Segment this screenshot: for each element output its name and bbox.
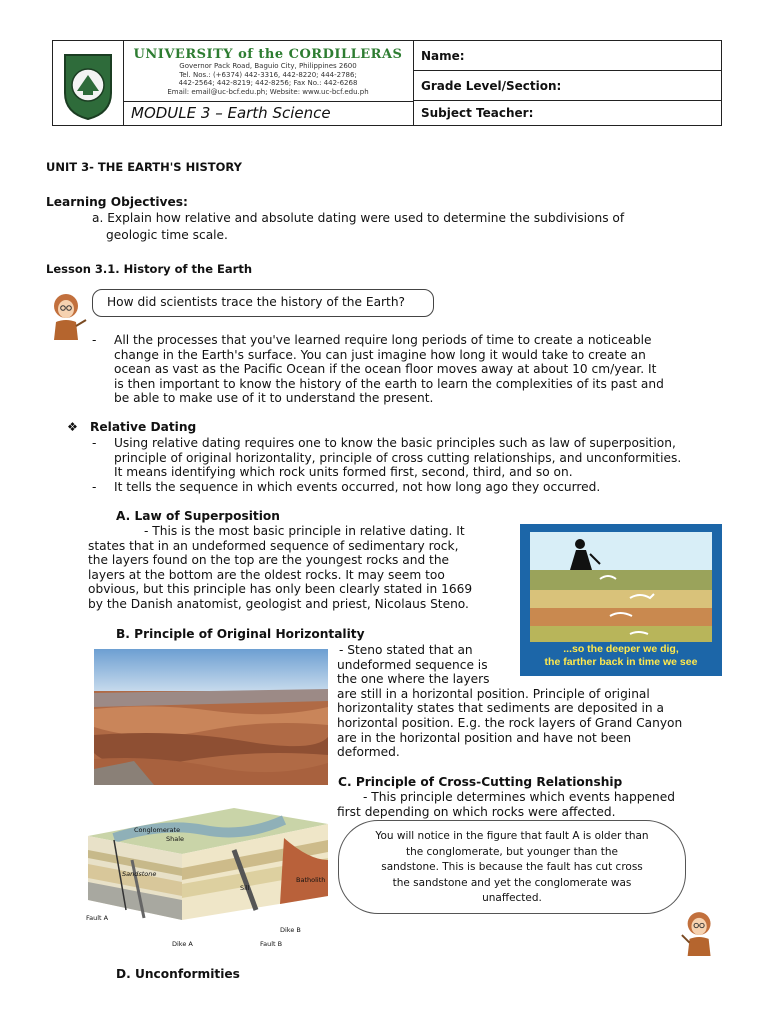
unconformities-heading: D. Unconformities: [116, 967, 240, 981]
intro-paragraph: [114, 333, 664, 406]
bullet-line: Using relative dating requires one to know the basic principles such as law of superposition,: [114, 436, 676, 450]
label-conglomerate: Conglomerate: [134, 826, 181, 834]
relative-dating-bullet2: It tells the sequence in which events occurred, not how long ago they occurred.: [114, 480, 601, 494]
student-info: [413, 41, 721, 125]
question-bubble: [92, 289, 434, 317]
question-text: How did scientists trace the history of the Earth?: [107, 295, 406, 309]
horizontality-line: horizontality states that sediments are deposited in a: [337, 701, 664, 716]
label-fault-a: Fault A: [86, 914, 109, 922]
diamond-bullet-icon: ❖: [67, 420, 78, 434]
bullet-dash: -: [92, 333, 97, 347]
module-title-cell: [123, 101, 414, 125]
objective-a: a. Explain how relative and absolute dating were used to determine the subdivisions of: [92, 211, 625, 225]
superposition-line: layers at the bottom are the oldest rocks. It may seem too: [88, 567, 445, 582]
teacher-avatar-icon: [680, 908, 722, 964]
crosscutting-heading: C. Principle of Cross-Cutting Relationship: [338, 775, 623, 789]
university-info: [123, 41, 414, 102]
address-line: Governor Pack Road, Baguio City, Philippines 2600: [179, 62, 357, 70]
module-title: MODULE 3 – Earth Science: [131, 104, 331, 122]
label-sandstone: Sandstone: [122, 870, 157, 878]
intro-line: All the processes that you've learned require long periods of time to create a noticeable: [114, 333, 652, 347]
label-fault-b: Fault B: [260, 940, 283, 948]
grand-canyon-photo: [94, 649, 328, 785]
superposition-line: by the Danish anatomist, geologist and priest, Nicolaus Steno.: [88, 596, 469, 611]
label-dike-a: Dike A: [172, 940, 193, 948]
callout-line: the sandstone and yet the conglomerate was: [392, 876, 632, 889]
horizontality-paragraph: [337, 643, 682, 760]
logo-cell: [53, 41, 124, 125]
unit-title: UNIT 3- THE EARTH'S HISTORY: [46, 160, 242, 174]
lesson-title: Lesson 3.1. History of the Earth: [46, 262, 253, 276]
horizontality-line: deformed.: [337, 745, 400, 760]
label-sill: Sill: [240, 884, 250, 892]
bullet-dash: -: [92, 480, 97, 494]
superposition-heading: A. Law of Superposition: [116, 509, 280, 523]
intro-line: change in the Earth's surface. You can just imagine how long it would take to create an: [114, 347, 646, 362]
horizontality-line: the one where the layers: [337, 672, 490, 687]
university-seal-icon: [53, 41, 123, 125]
bullet-line: It means identifying which rock units formed first, second, third, and so on.: [114, 465, 573, 480]
callout-line: sandstone. This is because the fault has cut cross: [381, 861, 643, 873]
teacher-avatar-icon: [46, 292, 90, 346]
intro-line: ocean as vast as the Pacific Ocean if the ocean floor moves away at about 10 cm/year. It: [114, 362, 657, 377]
label-shale: Shale: [166, 835, 185, 843]
label-batholith: Batholith: [296, 876, 326, 884]
address-line: Email: email@uc-bcf.edu.ph; Website: www.uc-bcf.edu.ph: [167, 87, 369, 96]
subject-teacher-field[interactable]: Subject Teacher:: [421, 106, 534, 120]
callout-line: unaffected.: [482, 892, 542, 904]
label-dike-b: Dike B: [280, 926, 301, 934]
crosscutting-line: - This principle determines which events happened: [363, 790, 675, 804]
superposition-line: states that in an undeformed sequence of sedimentary rock,: [88, 538, 459, 553]
horizontality-heading: B. Principle of Original Horizontality: [116, 627, 365, 641]
objectives-heading: Learning Objectives:: [46, 195, 188, 209]
address-line: Tel. Nos.: (+6374) 442-3316, 442-8220; 444-2786;: [179, 70, 357, 79]
canyon-image: [94, 649, 328, 785]
callout-line: the conglomerate, but younger than the: [405, 845, 619, 858]
crosscutting-line: first depending on which rocks were affected.: [337, 804, 616, 819]
horizontality-line: horizontal position. E.g. the rock layers of Grand Canyon: [337, 715, 683, 730]
horizontality-line: undeformed sequence is: [337, 657, 488, 672]
explanation-callout: [338, 820, 686, 914]
grade-section-field[interactable]: Grade Level/Section:: [413, 71, 721, 101]
relative-dating-heading: Relative Dating: [90, 420, 197, 434]
relative-dating-bullet1: [114, 436, 681, 480]
university-name: UNIVERSITY of the CORDILLERAS: [133, 47, 403, 62]
bullet-dash: -: [92, 436, 97, 450]
address-line: 442-2564; 442-8219; 442-8256; Fax No.: 442-6268: [178, 79, 358, 87]
callout-line: You will notice in the figure that fault A is older than: [375, 830, 649, 842]
horizontality-line: are still in a horizontal position. Principle of original: [337, 686, 650, 701]
intro-line: be able to make use of it to understand the present.: [114, 391, 434, 406]
superposition-caption: the farther back in time we see: [544, 656, 698, 668]
horizontality-line: are in the horizontal position and have not been: [337, 730, 632, 745]
name-field[interactable]: Name:: [413, 41, 721, 71]
crosscutting-paragraph: [337, 790, 675, 819]
intro-line: is then important to know the history of the earth to learn the complexities of its past and: [114, 376, 664, 391]
superposition-paragraph: [88, 524, 518, 612]
bullet-line: principle of original horizontality, principle of cross cutting relationships, and unconformities.: [114, 450, 682, 465]
superposition-line: the layers found on the top are the youngest rocks and the: [88, 553, 450, 568]
superposition-caption: ...so the deeper we dig,: [563, 643, 679, 655]
objective-a-cont: geologic time scale.: [106, 228, 228, 242]
superposition-line: - This is the most basic principle in relative dating. It: [144, 524, 465, 538]
superposition-line: obvious, but this principle has only been clearly stated in 1669: [88, 582, 473, 597]
cross-cutting-diagram: [84, 800, 330, 952]
module-header: [52, 40, 722, 126]
horizontality-line: - Steno stated that an: [339, 643, 473, 657]
